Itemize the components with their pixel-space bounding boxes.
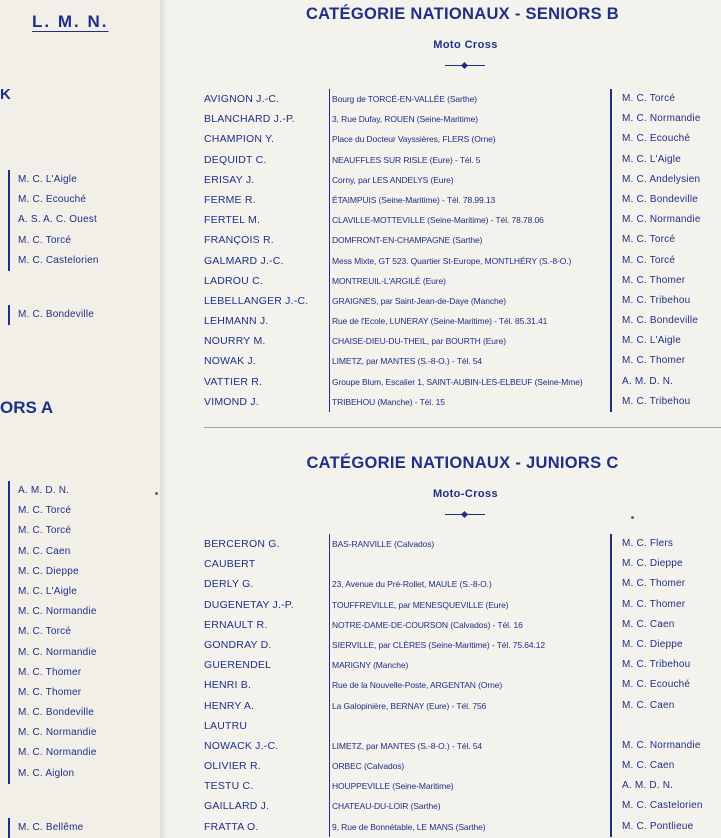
- juniors-name: DERLY G.: [204, 578, 254, 591]
- juniors-address: NOTRE-DAME-DE-COURSON (Calvados) - Tél. 16: [332, 619, 523, 630]
- seniors-address: Corny, par LES ANDELYS (Eure): [332, 174, 454, 185]
- juniors-name: GONDRAY D.: [204, 638, 272, 651]
- seniors-club: M. C. Torcé: [622, 254, 676, 266]
- juniors-club: M. C. Caen: [622, 760, 675, 772]
- juniors-club: M. C. Caen: [622, 618, 675, 630]
- seniors-name: NOWAK J.: [204, 355, 256, 368]
- seniors-address: CLAVILLE-MOTTEVILLE (Seine-Maritime) - Tél. 78.78.06: [332, 215, 544, 226]
- juniors-club: [622, 716, 703, 736]
- left-club-item: M. C. Normandie: [18, 606, 97, 618]
- juniors-address: TOUFFREVILLE, par MENESQUEVILLE (Eure): [332, 599, 509, 610]
- juniors-name: GAILLARD J.: [204, 800, 270, 813]
- seniors-name: ERISAY J.: [204, 173, 255, 186]
- juniors-name: DUGENETAY J.-P.: [204, 598, 294, 611]
- page-fold: [160, 0, 168, 838]
- seniors-name-column: [204, 89, 308, 412]
- seniors-name: BLANCHARD J.-P.: [204, 113, 295, 126]
- seniors-club: M. C. Torcé: [622, 93, 676, 104]
- juniors-address: 23, Avenue du Pré-Rollet, MAULE (S.-8-O.): [332, 579, 492, 590]
- seniors-name: CHAMPION Y.: [204, 133, 275, 146]
- paper-speck: [631, 516, 634, 519]
- left-club-item: M. C. Torcé: [18, 234, 72, 246]
- left-page-strip: [0, 0, 162, 838]
- seniors-club: M. C. L'Aigle: [622, 335, 681, 347]
- juniors-name: GUERENDEL: [204, 659, 272, 672]
- seniors-title: CATÉGORIE NATIONAUX - SENIORS B: [305, 5, 620, 23]
- left-club-list-1: [8, 170, 99, 271]
- juniors-address: La Galopinière, BERNAY (Eure) - Tél. 756: [332, 700, 487, 711]
- left-club-item: M. C. Bellême: [18, 822, 84, 833]
- seniors-address: LIMETZ, par MANTES (S.-8-O.) - Tél. 54: [332, 356, 483, 367]
- juniors-club: M. C. Dieppe: [622, 638, 683, 650]
- juniors-club: M. C. Flers: [622, 538, 674, 549]
- seniors-name: DEQUIDT C.: [204, 153, 267, 166]
- juniors-club: M. C. Thomer: [622, 598, 686, 610]
- left-club-item: M. C. Ecouché: [18, 194, 87, 206]
- seniors-club: A. M. D. N.: [622, 375, 674, 387]
- seniors-name: NOURRY M.: [204, 335, 266, 348]
- left-club-item: M. C. Normandie: [18, 747, 97, 759]
- left-club-item: M. C. L'Aigle: [18, 174, 77, 185]
- seniors-address: MONTREUIL-L'ARGILÉ (Eure): [332, 275, 446, 286]
- seniors-name: FRANÇOIS R.: [204, 234, 274, 247]
- seniors-address: CHAISE-DIEU-DU-THEIL, par BOURTH (Eure): [332, 336, 506, 347]
- juniors-name: BERCERON G.: [204, 538, 280, 550]
- seniors-address: Mess Mixte, GT 523. Quartier St-Europe, MONTLHÉRY (S.-8-O.): [332, 255, 572, 266]
- juniors-name: HENRY A.: [204, 699, 255, 712]
- juniors-address: MARIGNY (Manche): [332, 660, 409, 671]
- section-separator: [204, 427, 721, 428]
- left-club-item: M. C. L'Aigle: [18, 585, 77, 597]
- juniors-club: M. C. Tribehou: [622, 659, 691, 671]
- left-club-list-4: [8, 818, 83, 838]
- seniors-club: M. C. Bondeville: [622, 315, 699, 327]
- juniors-club: A. M. D. N.: [622, 780, 674, 792]
- juniors-address: ORBEC (Calvados): [332, 761, 405, 772]
- juniors-club: M. C. Caen: [622, 699, 675, 711]
- juniors-address: SIERVILLE, par CLÈRES (Seine-Maritime) - Tél. 75.64.12: [332, 639, 546, 650]
- seniors-name: VATTIER R.: [204, 375, 263, 388]
- seniors-club: M. C. Thomer: [622, 274, 686, 286]
- left-club-item: A. S. A. C. Ouest: [18, 214, 97, 226]
- seniors-subtitle: Moto Cross: [433, 39, 498, 51]
- juniors-title: CATÉGORIE NATIONAUX - JUNIORS C: [306, 454, 619, 472]
- left-club-item: M. C. Bondeville: [18, 707, 95, 719]
- left-heading: L. M. N.: [32, 12, 109, 31]
- seniors-club: M. C. L'Aigle: [622, 153, 681, 165]
- juniors-club: M. C. Thomer: [622, 578, 686, 590]
- left-club-item: M. C. Torcé: [18, 626, 72, 638]
- juniors-club: M. C. Dieppe: [622, 558, 683, 570]
- left-club-item: M. C. Torcé: [18, 525, 72, 537]
- seniors-name: LEBELLANGER J.-C.: [204, 294, 309, 307]
- juniors-address: [332, 554, 545, 574]
- seniors-address: NEAUFFLES SUR RISLE (Eure) - Tél. 5: [332, 154, 481, 165]
- juniors-address: LIMETZ, par MANTES (S.-8-O.) - Tél. 54: [332, 740, 483, 751]
- seniors-club: M. C. Ecouché: [622, 133, 691, 145]
- left-club-item: M. C. Castelorien: [18, 254, 99, 266]
- seniors-club: M. C. Bondeville: [622, 193, 699, 205]
- left-club-item: M. C. Normandie: [18, 646, 97, 658]
- seniors-name: FERME R.: [204, 193, 256, 206]
- juniors-club: M. C. Ecouché: [622, 679, 691, 691]
- seniors-address: Bourg de TORCÉ-EN-VALLÉE (Sarthe): [332, 94, 478, 104]
- right-page: [168, 0, 721, 838]
- juniors-address: CHATEAU-DU-LOIR (Sarthe): [332, 801, 441, 812]
- seniors-club: M. C. Torcé: [622, 234, 676, 246]
- seniors-address-column: [329, 89, 583, 412]
- seniors-club: M. C. Normandie: [622, 113, 701, 125]
- juniors-name: TESTU C.: [204, 780, 254, 793]
- juniors-address: HOUPPEVILLE (Seine-Maritime): [332, 781, 454, 792]
- seniors-club: M. C. Thomer: [622, 355, 686, 367]
- juniors-name: LAUTRU: [204, 719, 248, 732]
- seniors-name: VIMOND J.: [204, 395, 259, 408]
- seniors-name: LEHMANN J.: [204, 315, 269, 328]
- juniors-ornament: [445, 511, 485, 519]
- left-club-item: M. C. Dieppe: [18, 565, 79, 577]
- juniors-name: CAUBERT: [204, 558, 256, 571]
- juniors-name: FRATTA O.: [204, 820, 259, 833]
- juniors-name: HENRI B.: [204, 679, 252, 692]
- left-club-item: M. C. Thomer: [18, 666, 82, 678]
- seniors-address: Place du Docteur Vayssières, FLERS (Orne): [332, 134, 496, 145]
- juniors-address: BAS-RANVILLE (Calvados): [332, 539, 435, 549]
- left-club-item: A. M. D. N.: [18, 485, 70, 496]
- seniors-address: Rue de l'Ecole, LUNERAY (Seine-Maritime) - Tél. 85.31.41: [332, 316, 548, 327]
- left-club-item: M. C. Bondeville: [18, 309, 95, 320]
- left-club-list-2: [8, 305, 94, 325]
- juniors-address: [332, 716, 545, 736]
- left-club-item: M. C. Aiglon: [18, 767, 75, 779]
- seniors-address: DOMFRONT-EN-CHAMPAGNE (Sarthe): [332, 235, 483, 246]
- seniors-name: FERTEL M.: [204, 214, 261, 227]
- seniors-club: M. C. Tribehou: [622, 294, 691, 306]
- juniors-club: M. C. Castelorien: [622, 800, 703, 812]
- juniors-club: M. C. Normandie: [622, 739, 701, 751]
- juniors-name-column: [204, 534, 294, 837]
- seniors-name: AVIGNON J.-C.: [204, 93, 280, 105]
- seniors-name: GALMARD J.-C.: [204, 254, 284, 267]
- seniors-address: TRIBEHOU (Manche) - Tél. 15: [332, 396, 445, 407]
- juniors-name: OLIVIER R.: [204, 760, 261, 773]
- juniors-name: NOWACK J.-C.: [204, 739, 279, 752]
- seniors-club-column: [610, 89, 701, 412]
- juniors-address: 9, Rue de Bonnétable, LE MANS (Sarthe): [332, 821, 486, 832]
- left-club-item: M. C. Torcé: [18, 505, 72, 517]
- seniors-address: ÉTAIMPUIS (Seine-Maritime) - Tél. 78.99.13: [332, 194, 496, 205]
- seniors-address: Groupe Blum, Escalier 1, SAINT-AUBIN-LES-ELBEUF (Seine-Mme): [332, 376, 583, 387]
- juniors-address-column: [329, 534, 545, 837]
- seniors-address: 3, Rue Dufay, ROUEN (Seine-Maritime): [332, 114, 478, 125]
- juniors-name: ERNAULT R.: [204, 618, 268, 631]
- seniors-name: LADROU C.: [204, 274, 263, 287]
- juniors-subtitle: Moto-Cross: [432, 488, 499, 500]
- seniors-club: M. C. Tribehou: [622, 395, 691, 407]
- juniors-club-column: [610, 534, 703, 837]
- seniors-club: M. C. Andelysien: [622, 173, 701, 185]
- left-fragment-heading: ORS A: [0, 398, 54, 417]
- left-club-list-3: [8, 481, 97, 784]
- juniors-club: M. C. Pontlieue: [622, 820, 694, 832]
- seniors-club: M. C. Normandie: [622, 214, 701, 226]
- paper-speck: [155, 492, 158, 495]
- seniors-address: GRAIGNES, par Saint-Jean-de-Daye (Manche): [332, 295, 506, 306]
- juniors-address: Rue de la Nouvelle-Poste, ARGENTAN (Orne): [332, 680, 503, 691]
- left-club-item: M. C. Thomer: [18, 686, 82, 698]
- left-fragment-top: K: [0, 86, 11, 103]
- left-club-item: M. C. Normandie: [18, 727, 97, 739]
- left-club-item: M. C. Caen: [18, 545, 71, 557]
- seniors-ornament: [445, 62, 485, 70]
